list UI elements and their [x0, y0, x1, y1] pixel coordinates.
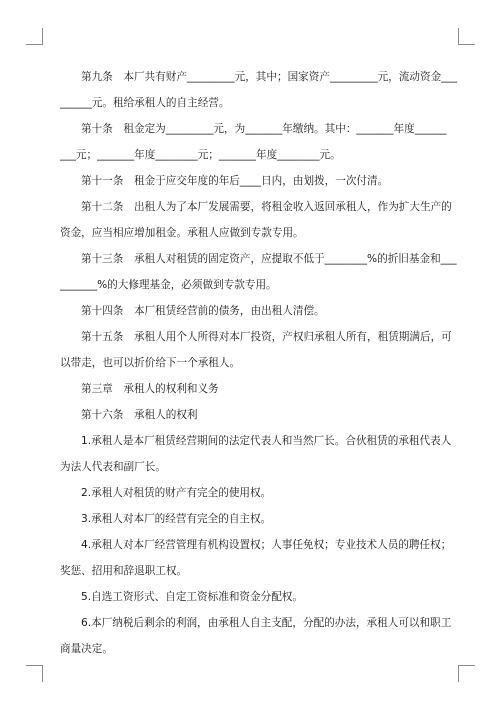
right-4-line-1: 4.承租人对本厂经营管理有机构设置权；人事任免权；专业技术人员的聘任权；: [81, 539, 452, 551]
article-12-line-1: 第十二条 出租人为了本厂发展需要，将租金收入返回承租人，作为扩大生产的: [81, 201, 452, 213]
article-10-line-2: ___元；_______年度________元；_______年度________元。: [60, 149, 341, 161]
right-6-line-1: 6.本厂纳税后剩余的利润，由承租人自主支配，分配的办法，承租人可以和职工: [81, 617, 452, 629]
crop-mark-bottom-right: [458, 665, 475, 682]
article-9-line-2: ______元。租给承租人的自主经营。: [60, 97, 230, 109]
article-11: 第十一条 租金于应交年度的年后____日内，由划拨，一次付清。: [81, 175, 389, 187]
right-5: 5.自选工资形式、自定工资标准和资金分配权。: [81, 591, 303, 603]
crop-mark-bottom-left: [26, 665, 43, 682]
article-12-line-2: 资金，应当相应增加租金。承租人应做到专款专用。: [60, 227, 304, 239]
right-4-line-2: 奖惩、招用和辞退职工权。: [60, 565, 188, 577]
article-13-line-1: 第十三条 承租人对租赁的固定资产，应提取不低于________%的折旧基金和___: [81, 253, 457, 265]
article-10-line-1: 第十条 租金定为_________元，为_______年缴纳。其中：_______年度______: [81, 123, 447, 135]
article-15-line-2: 以带走，也可以折价给下一个承租人。: [60, 357, 241, 369]
right-3: 3.承租人对本厂的经营有完全的自主权。: [81, 513, 272, 525]
right-2: 2.承租人对租赁的财产有完全的使用权。: [81, 487, 272, 499]
chapter-3-heading: 第三章 承租人的权利和义务: [81, 383, 219, 395]
crop-mark-top-right: [458, 28, 475, 45]
article-14: 第十四条 本厂租赁经营前的债务，由出租人清偿。: [81, 305, 325, 317]
article-16-heading: 第十六条 承租人的权利: [81, 409, 198, 421]
crop-mark-top-left: [26, 28, 43, 45]
right-1-line-1: 1.承租人是本厂租赁经营期间的法定代表人和当然厂长。合伙租赁的承租代表人: [81, 435, 452, 447]
right-1-line-2: 为法人代表和副厂长。: [60, 461, 166, 473]
article-15-line-1: 第十五条 承租人用个人所得对本厂投资，产权归承租人所有，租赁期满后，可: [81, 331, 452, 343]
article-13-line-2: _______%的大修理基金，必须做到专款专用。: [60, 279, 277, 291]
article-9-line-1: 第九条 本厂共有财产_________元，其中；国家资产_________元，流动资金___: [81, 71, 458, 83]
right-6-line-2: 商量决定。: [60, 643, 113, 655]
